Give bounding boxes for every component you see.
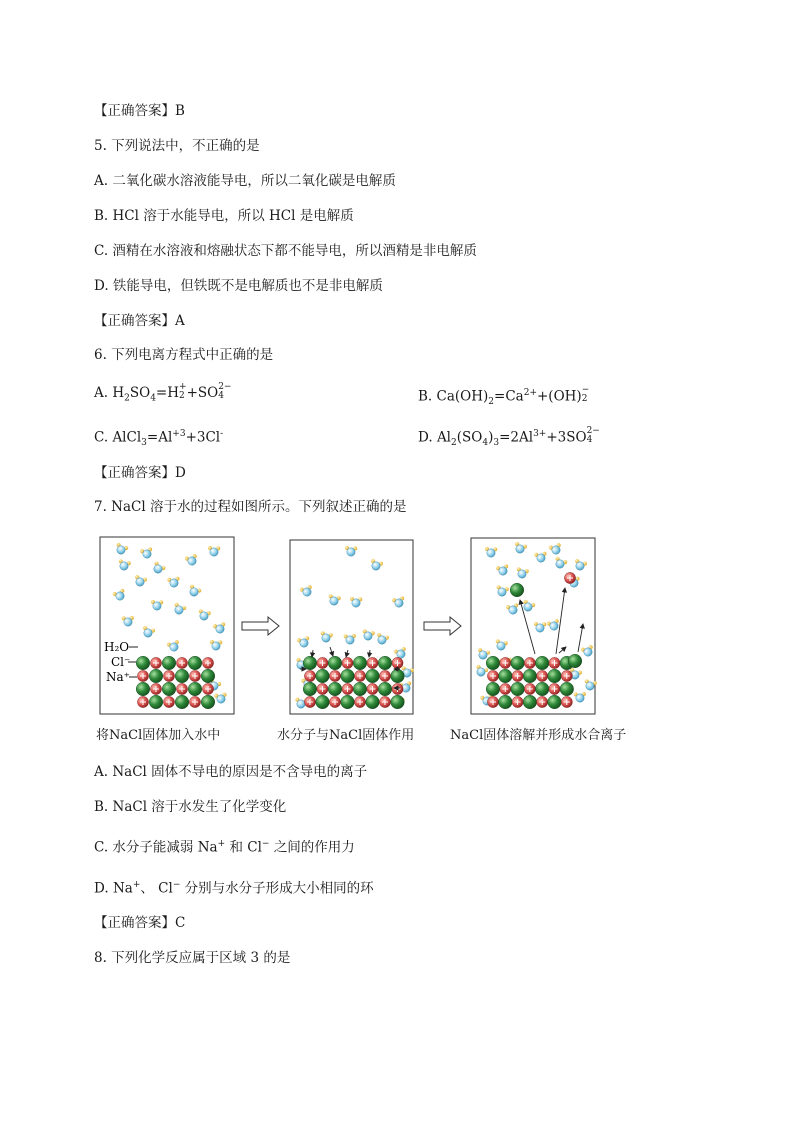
question-5-option-a: A. 二氧化碳水溶液能导电，所以二氧化碳是电解质 xyxy=(94,173,396,189)
question-5-option-d: D. 铁能导电，但铁既不是电解质也不是非电解质 xyxy=(94,278,383,294)
chloride-ion xyxy=(136,656,150,670)
chloride-ion xyxy=(366,695,380,709)
chloride-ion xyxy=(523,669,537,683)
chloride-ion xyxy=(188,682,202,696)
chloride-ion xyxy=(378,682,392,696)
chloride-ion xyxy=(486,656,500,670)
question-7-option-c: C. 水分子能减弱 Na+ 和 Cl− 之间的作用力 xyxy=(94,839,355,856)
chloride-ion xyxy=(328,682,342,696)
process-arrow-2 xyxy=(424,617,461,635)
nacl-dissolution-diagram xyxy=(94,536,654,721)
chloride-ion xyxy=(175,669,189,683)
chloride-ion xyxy=(535,682,549,696)
chloride-ion xyxy=(378,656,392,670)
chloride-ion xyxy=(303,656,317,670)
chloride-ion xyxy=(328,656,342,670)
chloride-label: Cl⁻ xyxy=(111,655,131,669)
question-7-option-a: A. NaCl 固体不导电的原因是不含导电的离子 xyxy=(94,764,368,780)
chloride-ion xyxy=(523,695,537,709)
chloride-ion xyxy=(486,682,500,696)
chloride-ion xyxy=(201,669,215,683)
chloride-ion xyxy=(149,695,163,709)
chloride-ion xyxy=(149,669,163,683)
chloride-ion xyxy=(201,695,215,709)
chloride-ion xyxy=(535,656,549,670)
answer-label: 【正确答案】B xyxy=(94,103,185,119)
chloride-ion xyxy=(511,656,525,670)
question-5-option-c: C. 酒精在水溶液和熔融状态下都不能导电，所以酒精是非电解质 xyxy=(94,243,477,259)
h2o-label: H₂O xyxy=(104,640,130,654)
question-5-option-b: B. HCl 溶于水能导电，所以 HCl 是电解质 xyxy=(94,208,354,224)
chloride-ion xyxy=(511,682,525,696)
chloride-ion xyxy=(353,656,367,670)
question-7-stem: 7. NaCl 溶于水的过程如图所示。下列叙述正确的是 xyxy=(94,499,407,515)
question-6-stem: 6. 下列电离方程式中正确的是 xyxy=(94,347,274,363)
question-5-answer: 【正确答案】A xyxy=(94,313,185,329)
chloride-ion xyxy=(548,695,562,709)
figure-caption-2: 水分子与NaCl固体作用 xyxy=(277,728,415,743)
question-8-stem: 8. 下列化学反应属于区域 3 的是 xyxy=(94,950,291,966)
figure-caption-1: 将NaCl固体加入水中 xyxy=(96,728,221,743)
chloride-ion xyxy=(341,695,355,709)
chloride-ion xyxy=(499,695,513,709)
chloride-ion xyxy=(316,669,330,683)
chloride-ion xyxy=(175,695,189,709)
question-6-option-a: A. $H_2SO_4=H$ + 2 +SO 2− 4 xyxy=(94,381,232,404)
chloride-ion xyxy=(499,669,513,683)
chloride-ion xyxy=(136,682,150,696)
chloride-ion xyxy=(353,682,367,696)
question-7-option-d: D. Na+、 Cl− 分别与水分子形成大小相同的环 xyxy=(94,880,374,897)
nacl-dissolution-figure xyxy=(94,536,654,721)
chloride-ion xyxy=(188,656,202,670)
chloride-ion xyxy=(548,669,562,683)
question-6-option-c: C. $AlCl_3=Al^{+3}+3Cl^-$ xyxy=(94,429,224,449)
figure-caption-3: NaCl固体溶解并形成水合离子 xyxy=(450,728,627,743)
question-6-option-d: D. $Al_2(SO_4)_3=2Al^{3+}+3SO$ 2− 4 xyxy=(418,426,600,449)
chloride-ion xyxy=(391,695,405,709)
chloride-ion xyxy=(560,682,574,696)
question-6-answer: 【正确答案】D xyxy=(94,465,186,481)
chloride-ion xyxy=(510,583,524,597)
question-5-stem: 5. 下列说法中，不正确的是 xyxy=(94,138,260,154)
chloride-ion xyxy=(303,682,317,696)
question-6-option-b: B. $Ca(OH)_2=Ca^{2+}+(OH)$ − 2 xyxy=(418,385,590,408)
process-arrow-1 xyxy=(242,617,279,635)
sodium-label: Na⁺ xyxy=(106,670,130,684)
question-7-answer: 【正确答案】C xyxy=(94,915,186,931)
question-7-option-b: B. NaCl 溶于水发生了化学变化 xyxy=(94,799,287,815)
chloride-ion xyxy=(341,669,355,683)
chloride-ion xyxy=(366,669,380,683)
chloride-ion xyxy=(162,682,176,696)
chloride-ion xyxy=(162,656,176,670)
chloride-ion xyxy=(316,695,330,709)
chloride-ion xyxy=(568,654,582,668)
chloride-ion xyxy=(391,669,405,683)
